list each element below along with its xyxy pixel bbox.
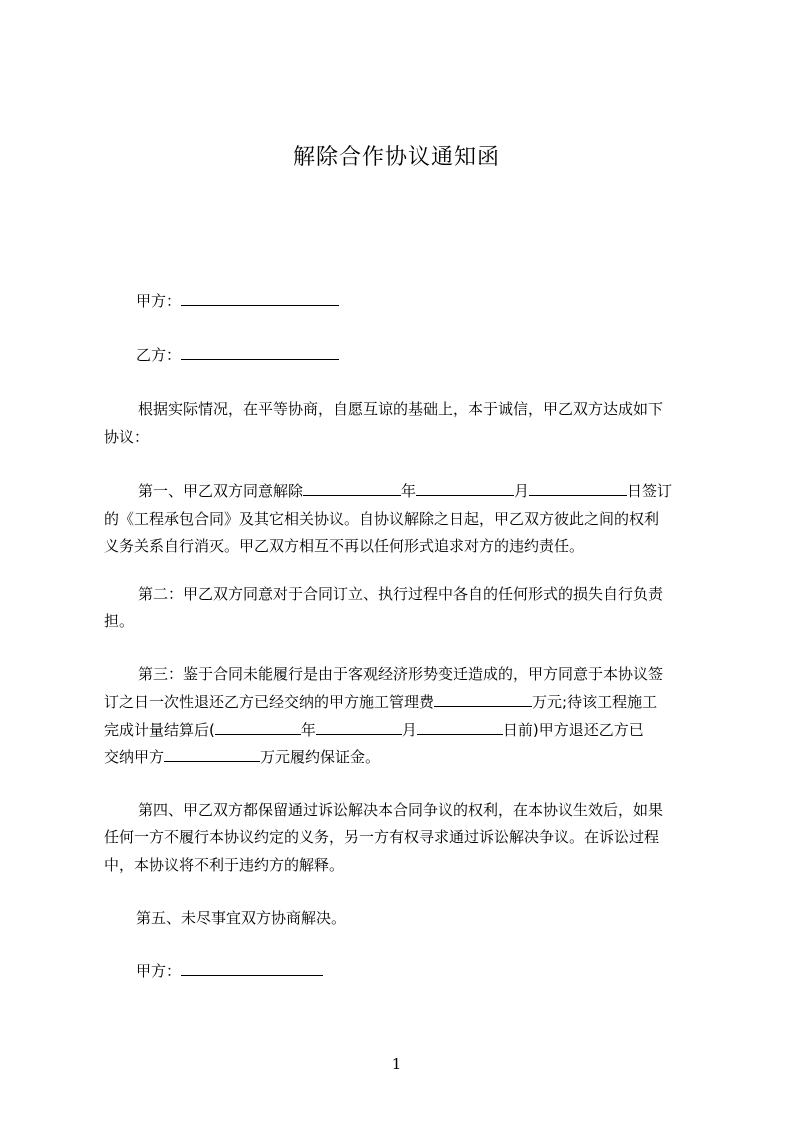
clause1-text-b: 日签订 — [627, 482, 673, 500]
party-a-line — [136, 286, 736, 316]
clause1-year-label: 年 — [401, 482, 417, 500]
clause3-month-blank — [316, 719, 402, 735]
clause3-line-3 — [104, 715, 704, 745]
clause3-year-blank — [215, 719, 301, 735]
signature-label: 甲方： — [136, 962, 182, 980]
page-title: 解除合作协议通知函 — [292, 145, 500, 170]
management-fee-blank — [434, 691, 532, 707]
clause3-text-c: 完成计量结算后( — [104, 721, 215, 739]
clause4-line-3: 中，本协议将不利于违约方的解释。 — [104, 856, 345, 874]
clause2-line-2: 担。 — [104, 612, 135, 630]
signature-line — [136, 956, 736, 986]
clause3-line-4 — [104, 742, 704, 772]
party-a-label: 甲方： — [136, 292, 182, 310]
clause3-year-label: 年 — [300, 721, 316, 739]
clause3-line-1: 第三：鉴于合同未能履行是由于客观经济形势变迁造成的，甲方同意于本协议签 — [138, 665, 664, 683]
page-number: 1 — [391, 1055, 402, 1073]
clause1-day-blank — [529, 480, 627, 496]
clause3-month-label: 月 — [401, 721, 417, 739]
clause3-day-blank — [417, 719, 503, 735]
clause3-text-a: 订之日一次性退还乙方已经交纳的甲方施工管理费 — [104, 693, 435, 711]
clause3-text-b: 万元;待该工程施工 — [532, 693, 658, 711]
clause4-line-1: 第四、甲乙双方都保留通过诉讼解决本合同争议的权利，在本协议生效后，如果 — [138, 801, 664, 819]
intro-line-2: 协议： — [104, 428, 150, 446]
clause1-year-blank — [303, 480, 401, 496]
deposit-blank — [164, 746, 260, 762]
clause1-line-2: 的《工程承包合同》及其它相关协议。自协议解除之日起，甲乙双方彼此之间的权利 — [104, 510, 660, 528]
party-b-blank — [181, 344, 339, 360]
clause3-text-e: 交纳甲方 — [104, 748, 165, 766]
party-b-label: 乙方： — [136, 346, 182, 364]
clause1-line-1 — [138, 476, 738, 506]
clause4-line-2: 任何一方不履行本协议约定的义务，另一方有权寻求通过诉讼解决争议。在诉讼过程 — [104, 828, 660, 846]
party-b-line — [136, 340, 736, 370]
clause1-month-label: 月 — [514, 482, 530, 500]
intro-line-1: 根据实际情况，在平等协商，自愿互谅的基础上，本于诚信，甲乙双方达成如下 — [138, 400, 664, 418]
clause1-text-a: 第一、甲乙双方同意解除 — [138, 482, 304, 500]
clause5-line: 第五、未尽事宜双方协商解决。 — [136, 909, 347, 927]
clause3-text-d: 日前)甲方退还乙方已 — [502, 721, 644, 739]
clause3-text-f: 万元履约保证金。 — [260, 748, 381, 766]
signature-blank — [181, 960, 323, 976]
party-a-blank — [181, 290, 339, 306]
clause3-line-2 — [104, 687, 704, 717]
clause1-month-blank — [416, 480, 514, 496]
clause2-line-1: 第二：甲乙双方同意对于合同订立、执行过程中各自的任何形式的损失自行负责 — [138, 585, 664, 603]
clause1-line-3: 义务关系自行消灭。甲乙双方相互不再以任何形式追求对方的违约责任。 — [104, 537, 585, 555]
